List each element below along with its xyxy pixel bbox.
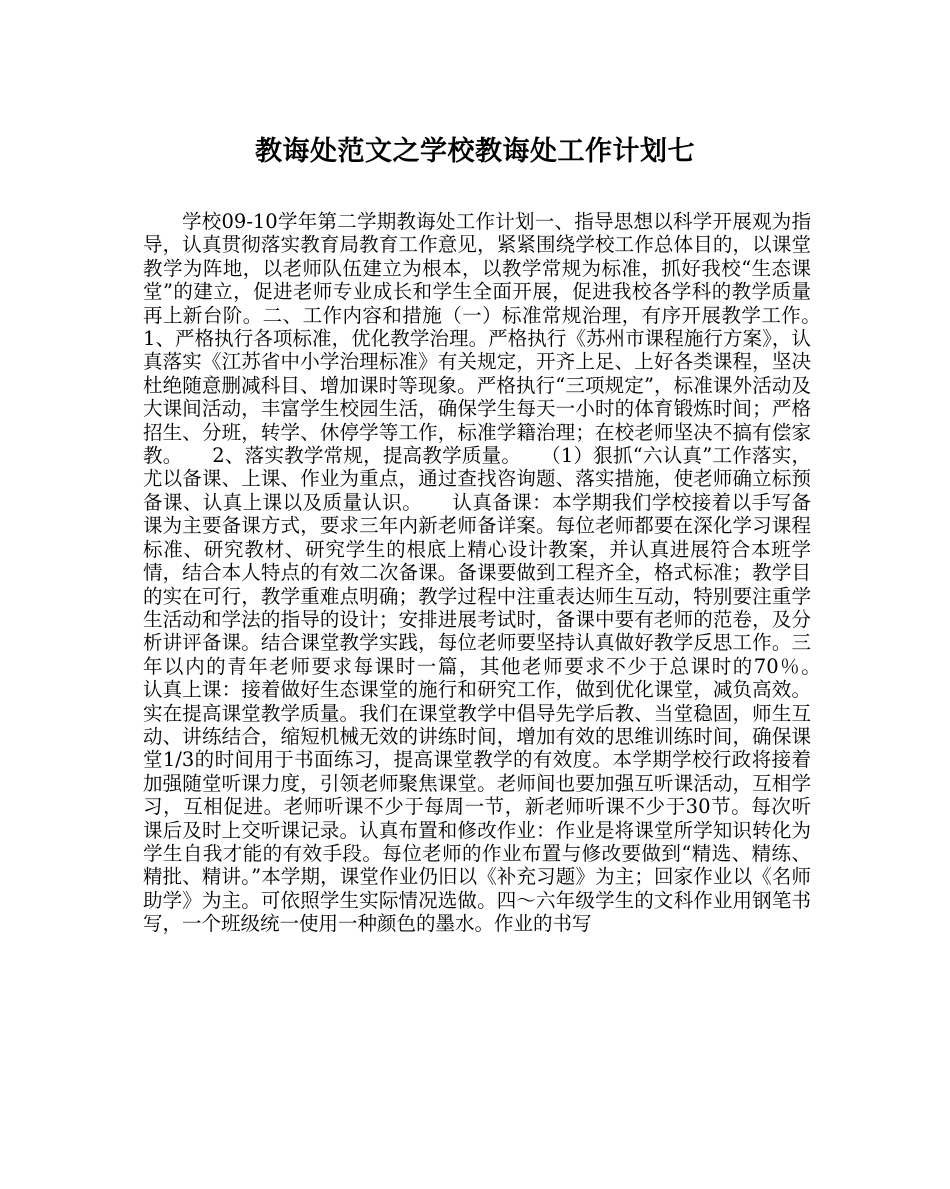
document-title: 教诲处范文之学校教诲处工作计划七 <box>255 136 695 167</box>
document-body: 学校09-10学年第二学期教诲处工作计划一、指导思想以科学开展观为指导，认真贯彻落实教育局教育工作意见，紧紧围绕学校工作总体目的，以课堂教学为阵地，以老师队伍建立为根本，以教学常规为标准，抓好我校“生态课堂”的建立，促进老师专业成长和学生全面开展，促进我校各学科的教学质量再上新台阶。二、工作内容和措施（一）标准常规治理，有序开展教学工作。 1、严格执行各项标准，优化教学治理。严格执行《苏州市课程施行方案》，认真落实《江苏省中小学治理标准》有关规定，开齐上足、上好各类课程，坚决杜绝随意删减科目、增加课时等现象。严格执行“三项规定”，标准课外活动及大课间活动，丰富学生校园生活，确保学生每天一小时的体育锻炼时间；严格招生、分班，转学、休停学等工作，标准学籍治理；在校老师坚决不搞有偿家教。 2、落实教学常规，提高教学质量。 （1）狠抓“六认真”工作落实，尤以备课、上课、作业为重点，通过查找咨询题、落实措施，使老师确立标预备课、认真上课以及质量认识。 认真备课：本学期我们学校接着以手写备课为主要备课方式，要求三年内新老师备详案。每位老师都要在深化学习课程标准、研究教材、研究学生的根底上精心设计教案，并认真进展符合本班学情，结合本人特点的有效二次备课。备课要做到工程齐全，格式标准；教学目的实在可行，教学重难点明确；教学过程中注重表达师生互动，特别要注重学生活动和学法的指导的设计；安排进展考试时，备课中要有老师的范卷，及分析讲评备课。结合课堂教学实践，每位老师要坚持认真做好教学反思工作。三年以内的青年老师要求每课时一篇，其他老师要求不少于总课时的70％。 认真上课：接着做好生态课堂的施行和研究工作，做到优化课堂，减负高效。实在提高课堂教学质量。我们在课堂教学中倡导先学后教、当堂稳固，师生互动、讲练结合，缩短机械无效的讲练时间，增加有效的思维训练时间，确保课堂1/3的时间用于书面练习，提高课堂教学的有效度。本学期学校行政将接着加强随堂听课力度，引领老师聚焦课堂。老师间也要加强互听课活动，互相学习，互相促进。老师听课不少于每周一节，新老师听课不少于30节。每次听课后及时上交听课记录。认真布置和修改作业：作业是将课堂所学知识转化为学生自我才能的有效手段。每位老师的作业布置与修改要做到“精选、精练、精批、精讲。”本学期，课堂作业仍旧以《补充习题》为主；回家作业以《名师助学》为主。可依照学生实际情况选做。四～六年级学生的文科作业用钢笔书写，一个班级统一使用一种颜色的墨水。作业的书写 <box>143 210 851 936</box>
